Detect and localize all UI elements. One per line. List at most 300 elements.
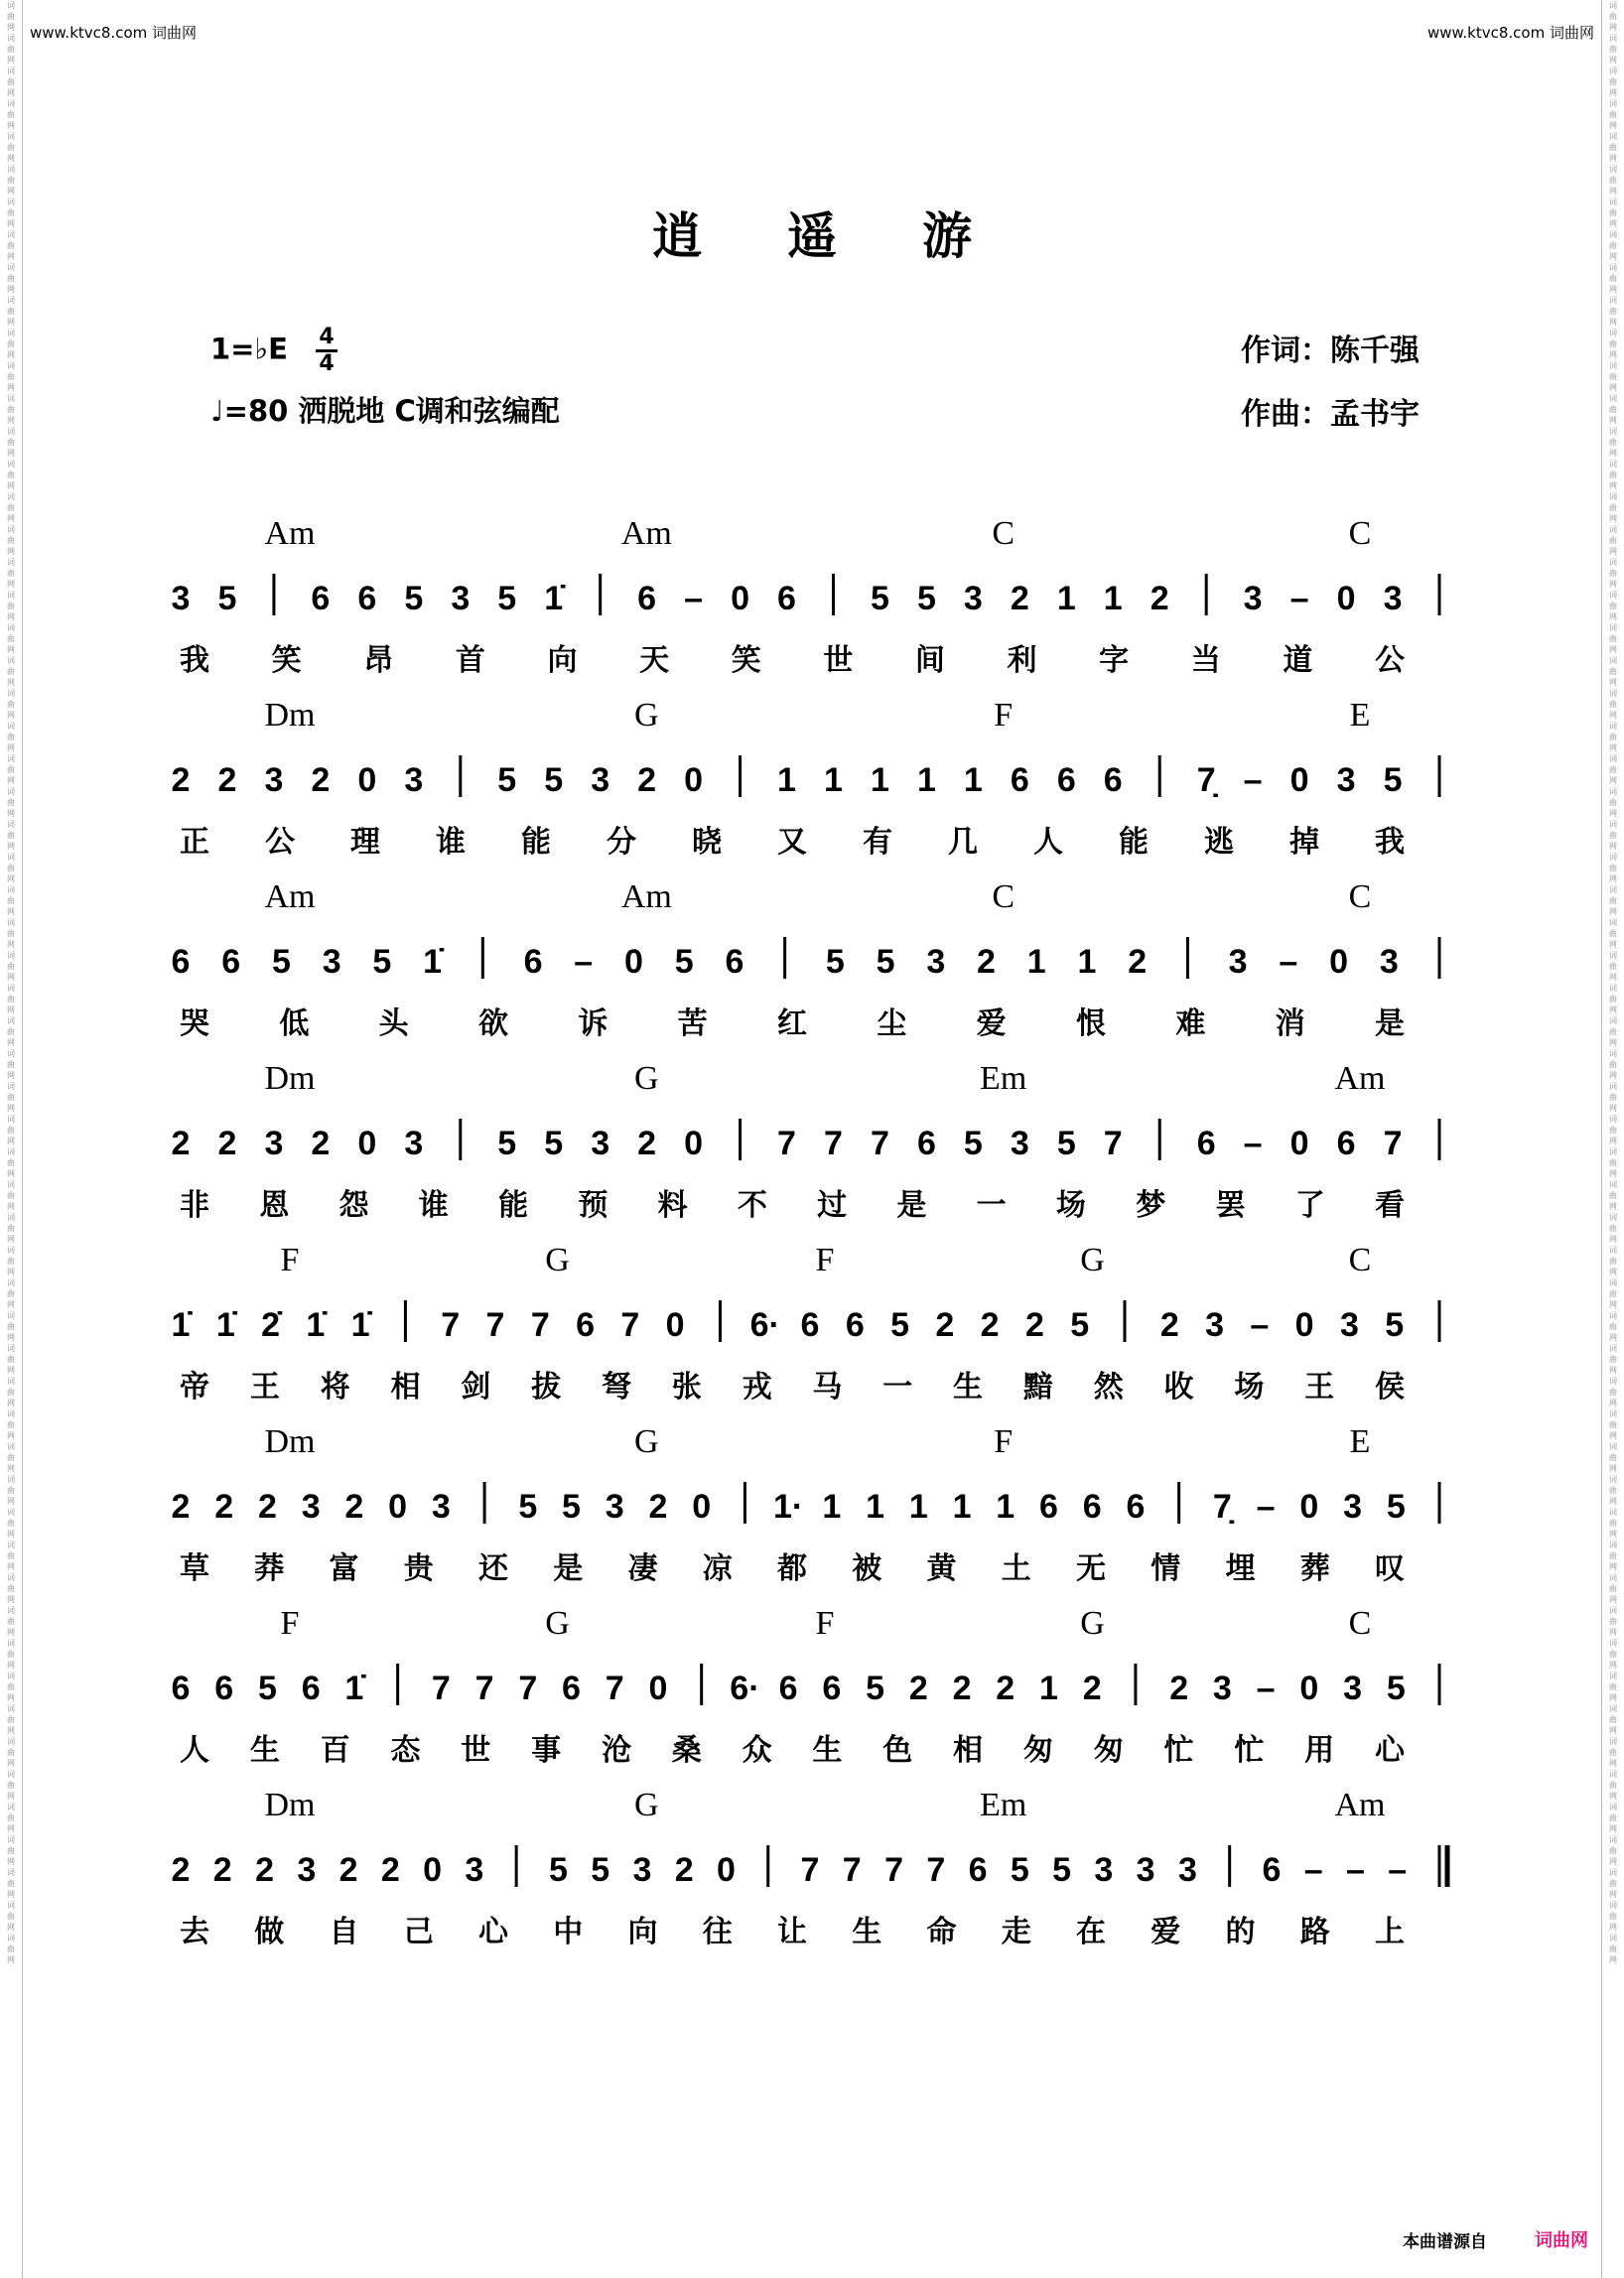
lyric-syllable: 心 <box>1375 1733 1405 1768</box>
score-note: – <box>1303 1851 1323 1889</box>
score-note: 0 <box>731 580 750 617</box>
lyric-syllable: 恨 <box>1076 1006 1106 1041</box>
score-note: 6 <box>1103 761 1123 799</box>
lyric-syllable: 情 <box>1150 1551 1181 1586</box>
score-note: 0 <box>648 1670 668 1707</box>
score-note: 7 <box>800 1851 820 1889</box>
lyric-syllable: 土 <box>1001 1551 1031 1586</box>
score-note: 2 <box>171 1125 191 1162</box>
score-note: 0 <box>1299 1670 1319 1707</box>
score-note: 2 <box>637 761 657 799</box>
score-note: 3 <box>1212 1670 1232 1707</box>
lyric-syllable: 笑 <box>271 643 302 678</box>
lyric-syllable: 世 <box>823 643 854 678</box>
lyric-syllable: 戎 <box>742 1370 772 1405</box>
score-note: 6 <box>1039 1488 1058 1526</box>
lyric-syllable: 笑 <box>731 643 761 678</box>
lyric-syllable: 公 <box>265 825 295 860</box>
score-note: 0 <box>684 1125 704 1162</box>
score-note: 1̇ <box>306 1306 326 1344</box>
score-note: 5 <box>548 1851 568 1889</box>
lyric-syllable: 侯 <box>1375 1370 1405 1405</box>
score-note: 1 <box>870 761 889 799</box>
score-note: 3 <box>1379 943 1399 981</box>
score-note: 6 <box>637 580 657 617</box>
watermark-top-right[interactable]: www.ktvc8.com 词曲网 <box>1426 24 1594 42</box>
score-note: 3 <box>591 1125 610 1162</box>
score-note: – <box>1388 1851 1408 1889</box>
score-note: 5 <box>866 1670 885 1707</box>
score-note: 0 <box>684 761 704 799</box>
score-note: 7 <box>842 1851 862 1889</box>
score-note: 1̇ <box>215 1306 235 1344</box>
chord-symbol: G <box>634 1787 659 1823</box>
lyric-syllable: 又 <box>777 825 807 860</box>
score-note: 0 <box>388 1488 408 1526</box>
score-note: 5 <box>497 761 517 799</box>
score-note: 7̣ <box>1212 1488 1232 1526</box>
score-note: 5 <box>1386 1488 1406 1526</box>
score-note: 0 <box>1329 943 1349 981</box>
score-note: 2 <box>214 1488 234 1526</box>
lyric-syllable: 莽 <box>254 1551 285 1586</box>
chord-symbol: E <box>1349 1423 1371 1460</box>
score-note: 6 <box>1010 761 1029 799</box>
lyric-syllable: 叹 <box>1375 1551 1405 1586</box>
lyric-syllable: 弩 <box>601 1370 631 1405</box>
score-note: 7 <box>1383 1125 1403 1162</box>
lyric-syllable: 尘 <box>877 1006 907 1041</box>
score-note: 2 <box>1169 1670 1189 1707</box>
lyric-syllable: 王 <box>249 1370 280 1405</box>
score-note: 6 <box>171 943 191 981</box>
score-note: 3 <box>431 1488 451 1526</box>
lyric-syllable: 场 <box>1234 1370 1265 1405</box>
score-note: 1 <box>777 761 796 799</box>
score-note: 5 <box>1385 1306 1405 1344</box>
score-note: 0 <box>423 1851 443 1889</box>
score-note: 5 <box>1070 1306 1090 1344</box>
lyric-syllable: 利 <box>1007 643 1037 678</box>
lyric-syllable: 命 <box>926 1915 957 1949</box>
score-note: 7 <box>777 1125 796 1162</box>
lyric-syllable: 爱 <box>1150 1915 1181 1949</box>
score-note: 7 <box>441 1306 461 1344</box>
score-note: 2 <box>217 761 237 799</box>
score-note: – <box>1243 1125 1263 1162</box>
score-note: 7 <box>605 1670 624 1707</box>
lyric-syllable: 路 <box>1299 1915 1330 1949</box>
score-note: 5 <box>404 580 424 617</box>
lyric-syllable: 场 <box>1055 1188 1086 1223</box>
chord-symbol: Em <box>980 1060 1027 1097</box>
lyric-syllable: 拔 <box>531 1370 562 1405</box>
score-note: 5 <box>591 1851 610 1889</box>
chord-symbol: C <box>992 878 1015 915</box>
score-note: 6 <box>916 1125 936 1162</box>
lyric-syllable: 能 <box>1119 825 1149 860</box>
lyric-syllable: 无 <box>1076 1551 1106 1586</box>
score-note: 5 <box>518 1488 538 1526</box>
lyric-syllable: 头 <box>378 1006 409 1041</box>
score-note: 1 <box>1103 580 1123 617</box>
score-note: 3 <box>1383 580 1403 617</box>
score-note: 1 <box>952 1488 972 1526</box>
score-note: 6 <box>845 1306 865 1344</box>
lyric-syllable: 众 <box>742 1733 772 1768</box>
lyric-syllable: 谁 <box>418 1188 449 1223</box>
lyric-syllable: 向 <box>627 1915 658 1949</box>
lyric-syllable: 态 <box>390 1733 421 1768</box>
score-note: 5 <box>1056 1125 1076 1162</box>
lyric-syllable: 往 <box>702 1915 733 1949</box>
score-note: 0 <box>624 943 643 981</box>
score-note: 5 <box>870 580 889 617</box>
chord-symbol: G <box>545 1605 570 1642</box>
score-note: 3 <box>591 761 610 799</box>
lyric-syllable: 一 <box>882 1370 913 1405</box>
chord-symbol: Em <box>980 1787 1027 1823</box>
score-note: 2 <box>257 1488 277 1526</box>
score-note: 3 <box>632 1851 652 1889</box>
lyric-syllable: 还 <box>478 1551 508 1586</box>
chord-symbol: C <box>992 515 1015 552</box>
score-note: 5 <box>1010 1851 1029 1889</box>
chord-symbol: G <box>634 1060 659 1097</box>
score-note: 6 <box>576 1306 596 1344</box>
side-watermark-strip: 词曲网 词曲网 词曲网 词曲网 词曲网 词曲网 词曲网 词曲网 词曲网 词曲网 词曲网 词曲网 词曲网 词曲网 词曲网 词曲网 词曲网 词曲网 词曲网 词曲网 词曲网 词曲网 词曲网 词曲网 词曲网 词曲网 词曲网 词曲网 词曲网 词曲网 词曲网 词曲网 词曲网 词曲网 词曲网 词曲网 词曲网 词曲网 词曲网 词曲网 词曲网 词曲网 词曲网 词曲网 词曲网 词曲网 词曲网 词曲网 词曲网 词曲网 词曲网 词曲网 词曲网 词曲网 词曲网 词曲网 词曲网 词曲网 词曲网 词曲网 <box>1609 1 1617 1964</box>
lyric-syllable: 事 <box>531 1733 562 1768</box>
score-note: 6 <box>1056 761 1076 799</box>
score-note: 2 <box>648 1488 668 1526</box>
score-note: 7 <box>620 1306 640 1344</box>
chord-symbol: F <box>815 1242 835 1278</box>
score-note: 1 <box>916 761 936 799</box>
lyric-syllable: 字 <box>1099 643 1130 678</box>
score-note: 2 <box>996 1670 1015 1707</box>
score-note: 3 <box>1136 1851 1155 1889</box>
lyric-syllable: 在 <box>1076 1915 1106 1949</box>
score-note: 5 <box>1383 761 1403 799</box>
lyric-syllable: 有 <box>863 825 892 860</box>
lyric-syllable: 能 <box>521 825 551 860</box>
lyric-syllable: 看 <box>1375 1188 1405 1223</box>
score-note: 2 <box>338 1851 358 1889</box>
lyric-syllable: 沧 <box>601 1733 631 1768</box>
score-note: 0 <box>1289 1125 1309 1162</box>
lyric-syllable: 己 <box>403 1915 434 1949</box>
score-note: 6 <box>171 1670 191 1707</box>
score-note: 2 <box>171 761 191 799</box>
lyric-syllable: 人 <box>180 1733 209 1768</box>
lyric-syllable: 世 <box>461 1733 491 1768</box>
chord-symbol: Am <box>1334 1060 1386 1097</box>
score-note: 3 <box>1094 1851 1114 1889</box>
lyric-syllable: 让 <box>777 1915 807 1949</box>
chord-symbol: Am <box>264 515 316 552</box>
score-note: 6 <box>968 1851 988 1889</box>
footer-brand-link[interactable]: 词曲网 <box>1535 2230 1588 2251</box>
score-note: 5 <box>544 761 564 799</box>
score-note: – <box>684 580 704 617</box>
lyric-syllable: 红 <box>777 1006 807 1041</box>
score-note: 5 <box>257 1670 277 1707</box>
chord-symbol: Dm <box>264 1060 316 1097</box>
lyric-syllable: 预 <box>578 1188 609 1223</box>
watermark-top-left[interactable]: www.ktvc8.com 词曲网 <box>30 24 198 42</box>
score-note: 0 <box>717 1851 736 1889</box>
score-note: 1 <box>1026 943 1046 981</box>
score-note: 1 <box>1039 1670 1058 1707</box>
lyricist-credit: 作词：陈千强 <box>1241 334 1420 368</box>
score-note: 5 <box>562 1488 581 1526</box>
score-note: 6 <box>214 1670 234 1707</box>
lyric-syllable: 一 <box>976 1188 1007 1223</box>
score-note: 6 <box>725 943 744 981</box>
score-note: 6 <box>1262 1851 1282 1889</box>
time-signature-top: 4 <box>319 325 335 349</box>
lyric-syllable: 非 <box>180 1188 209 1223</box>
lyric-syllable: 收 <box>1163 1370 1194 1405</box>
score-note: – <box>1279 943 1298 981</box>
lyric-syllable: 料 <box>657 1188 688 1223</box>
lyric-syllable: 消 <box>1275 1006 1305 1041</box>
score-note: 5 <box>497 580 517 617</box>
lyric-syllable: 将 <box>320 1370 350 1405</box>
chord-symbol: C <box>1348 878 1372 915</box>
lyric-syllable: 草 <box>180 1551 209 1586</box>
score-note: 6 <box>1082 1488 1102 1526</box>
lyric-syllable: 用 <box>1304 1733 1335 1768</box>
score-note: 7 <box>884 1851 903 1889</box>
time-signature-bottom: 4 <box>319 351 335 376</box>
lyric-syllable: 黄 <box>926 1551 957 1586</box>
chord-symbol: C <box>1348 515 1372 552</box>
score-note: 2 <box>217 1125 237 1162</box>
lyric-syllable: 然 <box>1093 1370 1124 1405</box>
score-note: 6· <box>730 1670 760 1707</box>
lyric-syllable: 葬 <box>1299 1551 1330 1586</box>
lyric-syllable: 能 <box>498 1188 529 1223</box>
score-note: 3 <box>1336 761 1356 799</box>
lyric-syllable: 正 <box>180 825 209 860</box>
score-note: 1̇ <box>423 943 443 981</box>
score-note: 6 <box>1336 1125 1356 1162</box>
chord-symbol: Dm <box>264 1423 316 1460</box>
side-watermark-strip: 词曲网 词曲网 词曲网 词曲网 词曲网 词曲网 词曲网 词曲网 词曲网 词曲网 词曲网 词曲网 词曲网 词曲网 词曲网 词曲网 词曲网 词曲网 词曲网 词曲网 词曲网 词曲网 词曲网 词曲网 词曲网 词曲网 词曲网 词曲网 词曲网 词曲网 词曲网 词曲网 词曲网 词曲网 词曲网 词曲网 词曲网 词曲网 词曲网 词曲网 词曲网 词曲网 词曲网 词曲网 词曲网 词曲网 词曲网 词曲网 词曲网 词曲网 词曲网 词曲网 词曲网 词曲网 词曲网 词曲网 词曲网 词曲网 词曲网 词曲网 <box>7 1 15 1964</box>
lyric-syllable: 公 <box>1375 643 1405 678</box>
lyric-syllable: 马 <box>812 1370 843 1405</box>
lyric-syllable: 道 <box>1283 643 1313 678</box>
lyric-syllable: 难 <box>1175 1006 1206 1041</box>
tempo-marking: ♩=80 洒脱地 C调和弦编配 <box>210 394 560 428</box>
score-note: 6 <box>822 1670 842 1707</box>
lyric-syllable: 是 <box>553 1551 584 1586</box>
chord-symbol: F <box>994 697 1014 734</box>
lyric-syllable: 苦 <box>677 1006 708 1041</box>
lyric-syllable: 富 <box>329 1551 359 1586</box>
score-note: 5 <box>963 1125 983 1162</box>
score-note: 6 <box>800 1306 820 1344</box>
score-note: 2 <box>1159 1306 1179 1344</box>
chord-symbol: G <box>634 1423 659 1460</box>
score-note: 6 <box>562 1670 581 1707</box>
score-note: 3 <box>404 761 424 799</box>
score-note: 3 <box>963 580 983 617</box>
score-note: 1 <box>908 1488 928 1526</box>
score-note: 2 <box>1082 1670 1102 1707</box>
lyric-syllable: 生 <box>812 1733 843 1768</box>
score-note: 6 <box>357 580 377 617</box>
score-note: 3 <box>465 1851 484 1889</box>
score-note: 7 <box>870 1125 889 1162</box>
lyric-syllable: 走 <box>1001 1915 1031 1949</box>
score-note: 5 <box>1386 1670 1406 1707</box>
chord-symbol: C <box>1348 1242 1372 1278</box>
score-note: 3 <box>1228 943 1248 981</box>
score-note: – <box>1256 1488 1276 1526</box>
lyric-syllable: 匆 <box>1022 1733 1053 1768</box>
score-note: 1̇ <box>544 580 564 617</box>
chord-symbol: G <box>1080 1605 1105 1642</box>
score-note: 2 <box>171 1851 191 1889</box>
score-note: 5 <box>497 1125 517 1162</box>
chord-symbol: G <box>545 1242 570 1278</box>
chord-symbol: C <box>1348 1605 1372 1642</box>
lyric-syllable: 首 <box>455 643 485 678</box>
score-note: 7 <box>474 1670 494 1707</box>
lyric-syllable: 被 <box>852 1551 882 1586</box>
score-note: 3 <box>1339 1306 1359 1344</box>
lyric-syllable: 怨 <box>338 1188 369 1223</box>
lyric-syllable: 我 <box>180 643 209 678</box>
lyric-syllable: 分 <box>607 825 636 860</box>
lyric-syllable: 帝 <box>180 1370 209 1405</box>
score-note: 2 <box>935 1306 955 1344</box>
score-note: 5 <box>1052 1851 1072 1889</box>
lyric-syllable: 忙 <box>1234 1733 1265 1768</box>
lyric-syllable: 生 <box>852 1915 882 1949</box>
score-note: 5 <box>217 580 237 617</box>
score-note: 3 <box>926 943 946 981</box>
score-note: 3 <box>301 1488 321 1526</box>
score-note: 3 <box>297 1851 317 1889</box>
chord-symbol: E <box>1349 697 1371 734</box>
lyric-syllable: 做 <box>254 1915 285 1949</box>
score-note: 2 <box>171 1488 191 1526</box>
score-note: 6 <box>777 580 796 617</box>
score-note: 7 <box>485 1306 505 1344</box>
lyric-syllable: 心 <box>478 1915 508 1949</box>
score-note: – <box>1243 761 1263 799</box>
lyric-syllable: 谁 <box>436 825 466 860</box>
score-note: 5 <box>372 943 392 981</box>
score-note: 6 <box>301 1670 321 1707</box>
key-text: 1=♭E <box>210 332 288 366</box>
score-note: 6 <box>523 943 543 981</box>
lyric-syllable: 张 <box>671 1370 702 1405</box>
score-note: 2 <box>908 1670 928 1707</box>
score-note: 3 <box>264 761 284 799</box>
lyric-syllable: 逃 <box>1204 825 1234 860</box>
lyric-syllable: 诉 <box>578 1006 609 1041</box>
score-note: 1· <box>773 1488 804 1526</box>
score-note: 6 <box>778 1670 798 1707</box>
lyric-syllable: 爱 <box>976 1006 1007 1041</box>
score-note: 3 <box>451 580 471 617</box>
lyric-syllable: 向 <box>547 643 578 678</box>
score-note: 3 <box>1343 1488 1363 1526</box>
lyric-syllable: 去 <box>180 1915 209 1949</box>
score-note: – <box>1256 1670 1276 1707</box>
lyric-syllable: 生 <box>249 1733 280 1768</box>
score-note: 6 <box>311 580 331 617</box>
score-note: 6 <box>221 943 241 981</box>
score-note: 6· <box>749 1306 780 1344</box>
chord-symbol: Am <box>264 878 316 915</box>
score-note: 1 <box>824 761 843 799</box>
score-note: 7̣ <box>1196 761 1216 799</box>
lyric-syllable: 都 <box>777 1551 807 1586</box>
score-note: 3 <box>1177 1851 1197 1889</box>
score-note: 3 <box>1343 1670 1363 1707</box>
score-note: 2 <box>1150 580 1169 617</box>
score-note: 3 <box>1243 580 1263 617</box>
score-note: 0 <box>1299 1488 1319 1526</box>
score-note: 2 <box>1128 943 1148 981</box>
score-note: 7 <box>530 1306 550 1344</box>
lyric-syllable: 色 <box>882 1733 913 1768</box>
score-note: 5 <box>876 943 895 981</box>
lyric-syllable: 王 <box>1304 1370 1335 1405</box>
lyric-syllable: 天 <box>639 643 670 678</box>
lyric-syllable: 凄 <box>627 1551 658 1586</box>
lyric-syllable: 过 <box>817 1188 848 1223</box>
score-note: 2 <box>344 1488 364 1526</box>
chord-symbol: G <box>1080 1242 1105 1278</box>
score-note: 3 <box>605 1488 624 1526</box>
score-note: 5 <box>825 943 845 981</box>
chord-symbol: Dm <box>264 697 316 734</box>
score-note: 2 <box>637 1125 657 1162</box>
composer-credit: 作曲：孟书宇 <box>1241 397 1420 432</box>
score-note: 1̇ <box>344 1670 364 1707</box>
lyric-syllable: 的 <box>1225 1915 1256 1949</box>
score-note: 7 <box>1103 1125 1123 1162</box>
lyric-syllable: 当 <box>1190 643 1221 678</box>
score-note: 2 <box>311 761 331 799</box>
score-note: – <box>1250 1306 1270 1344</box>
lyric-syllable: 桑 <box>671 1733 702 1768</box>
lyric-syllable: 了 <box>1294 1188 1325 1223</box>
lyric-syllable: 不 <box>737 1188 767 1223</box>
lyric-syllable: 相 <box>390 1370 421 1405</box>
song-title: 逍遥游 <box>652 206 1057 265</box>
lyric-syllable: 晓 <box>692 825 722 860</box>
lyric-syllable: 几 <box>948 825 978 860</box>
score-note: 5 <box>544 1125 564 1162</box>
lyric-syllable: 忙 <box>1163 1733 1194 1768</box>
score-note: 0 <box>692 1488 712 1526</box>
score-note: 2 <box>311 1125 331 1162</box>
score-note: 7 <box>926 1851 946 1889</box>
score-note: – <box>574 943 594 981</box>
score-note: 1̇ <box>350 1306 370 1344</box>
score-note: 3 <box>322 943 341 981</box>
score-note: 1 <box>866 1488 885 1526</box>
score-note: 2 <box>977 943 996 981</box>
score-note: 5 <box>271 943 291 981</box>
